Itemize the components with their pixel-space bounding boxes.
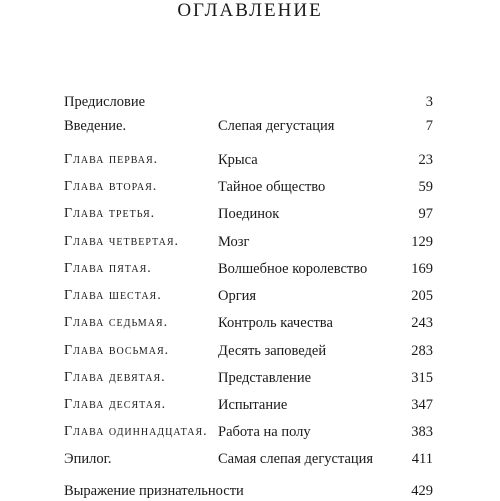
chapter-page-number: 205 [411, 288, 433, 304]
chapter-page-number: 283 [411, 343, 433, 359]
chapter-title: Тайное общество [218, 179, 326, 195]
chapter-page-number: 347 [411, 397, 433, 413]
chapter-page-number: 383 [411, 424, 433, 440]
entry-page-number: 7 [425, 118, 433, 134]
chapter-page-number: 59 [418, 179, 433, 195]
entry-label: Предисловие [64, 94, 146, 110]
chapter-page-number: 169 [411, 261, 433, 277]
chapter-title: Испытание [218, 397, 288, 413]
chapter-title: Поединок [218, 206, 280, 222]
chapter-label: Глава вторая. [64, 179, 158, 194]
chapter-page-number: 315 [411, 370, 433, 386]
chapter-label: Глава третья. [64, 206, 156, 221]
toc-entry-chapter-1 [0, 150, 500, 170]
toc-entry-preface [0, 92, 500, 112]
toc-entry-chapter-10 [0, 395, 500, 415]
chapter-title: Крыса [218, 152, 258, 168]
chapter-page-number: 97 [418, 206, 433, 222]
toc-entry-chapter-6 [0, 286, 500, 306]
chapter-label: Глава шестая. [64, 288, 162, 303]
chapter-title: Волшебное королевство [218, 261, 368, 277]
entry-label: Эпилог. [64, 451, 112, 467]
chapter-page-number: 129 [411, 234, 433, 250]
entry-title: Слепая дегустация [218, 118, 335, 134]
chapter-title: Десять заповедей [218, 343, 327, 359]
chapter-title: Мозг [218, 234, 250, 250]
entry-title: Самая слепая дегустация [218, 451, 374, 467]
toc-entry-chapter-7 [0, 313, 500, 333]
chapter-label: Глава седьмая. [64, 315, 169, 330]
toc-entry-chapter-9 [0, 368, 500, 388]
toc-entry-chapter-2 [0, 177, 500, 197]
toc-entry-chapter-5 [0, 259, 500, 279]
entry-label: Введение. [64, 118, 127, 134]
chapter-label: Глава первая. [64, 152, 159, 167]
toc-entry-epilogue [0, 449, 500, 469]
toc-entry-introduction [0, 116, 500, 136]
chapter-label: Глава пятая. [64, 261, 152, 276]
chapter-label: Глава одиннадцатая. [64, 424, 208, 439]
entry-page-number: 3 [425, 94, 433, 110]
toc-entry-chapter-3 [0, 204, 500, 224]
toc-heading: ОГЛАВЛЕНИЕ [177, 0, 323, 21]
chapter-label: Глава девятая. [64, 370, 166, 385]
chapter-title: Представление [218, 370, 312, 386]
chapter-label: Глава восьмая. [64, 343, 170, 358]
chapter-title: Контроль качества [218, 315, 333, 331]
entry-page-number: 411 [411, 451, 433, 467]
toc-entry-chapter-8 [0, 341, 500, 361]
entry-label: Выражение признательности [64, 483, 244, 499]
chapter-label: Глава десятая. [64, 397, 167, 412]
toc-entry-chapter-11 [0, 422, 500, 442]
chapter-page-number: 23 [418, 152, 433, 168]
chapter-title: Работа на полу [218, 424, 311, 440]
chapter-title: Оргия [218, 288, 257, 304]
entry-page-number: 429 [411, 483, 433, 499]
chapter-page-number: 243 [411, 315, 433, 331]
chapter-label: Глава четвертая. [64, 234, 180, 249]
toc-entry-chapter-4 [0, 232, 500, 252]
toc-entry-acknowledgements [0, 481, 500, 501]
